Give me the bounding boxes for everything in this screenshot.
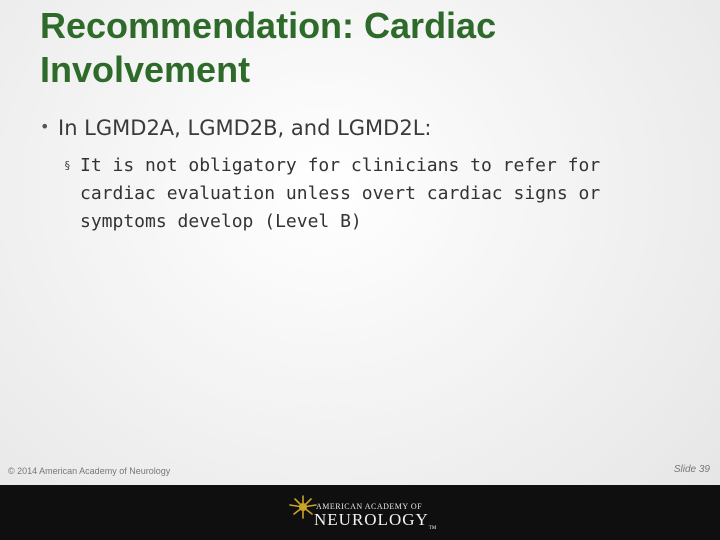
bullet-marker: • (40, 117, 50, 136)
logo-trademark: TM (428, 526, 437, 531)
logo-wordmark (314, 510, 436, 531)
slide-title: Recommendation: Cardiac Involvement (40, 5, 497, 90)
logo-subtitle: AMERICAN ACADEMY OF (316, 502, 423, 511)
copyright-text: © 2014 American Academy of Neurology (8, 466, 171, 476)
bullet-item (40, 113, 700, 142)
logo-wordmark-text: NEUROLOGY (314, 510, 429, 529)
sub-bullet-marker: § (64, 159, 71, 172)
slide-number: Slide 39 (673, 464, 710, 475)
sub-bullet-item (64, 152, 660, 236)
aan-logo (286, 492, 436, 534)
bullet-text: In LGMD2A, LGMD2B, and LGMD2L: (58, 116, 432, 140)
sub-bullet-text: It is not obligatory for clinicians to refer for cardiac evaluation unless overt cardiac signs or symptoms develop (Level B) (80, 155, 601, 232)
